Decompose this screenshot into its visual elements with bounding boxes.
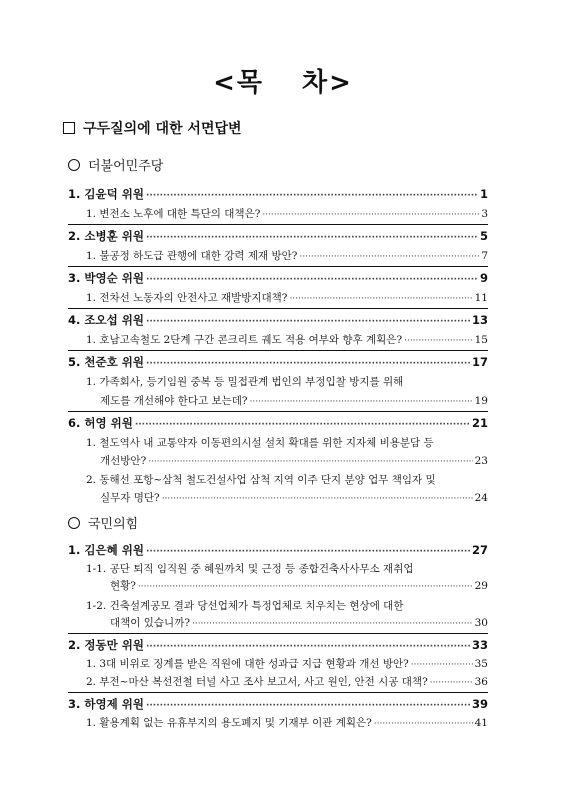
party-heading-1	[68, 155, 163, 174]
toc-question-entry[interactable]	[86, 332, 488, 347]
page-number: 17	[471, 355, 488, 369]
leader-dots	[262, 208, 479, 220]
leader-dots	[146, 697, 470, 711]
leader-dots	[411, 658, 473, 670]
leader-dots	[289, 292, 472, 304]
toc-question-entry[interactable]	[86, 290, 488, 305]
page-number: 24	[474, 492, 488, 504]
toc-question-entry[interactable]	[110, 615, 488, 630]
page-number: 41	[474, 717, 488, 729]
leader-dots	[146, 355, 470, 369]
page-number: 7	[481, 250, 488, 262]
page-number: 21	[471, 416, 488, 430]
question-text: 1. 가족회사, 등기임원 중복 등 밀접관계 법인의 부정입찰 방지를 위해	[86, 376, 404, 388]
page-title	[0, 62, 566, 99]
page-number: 30	[474, 617, 488, 629]
party-name: 더불어민주당	[88, 159, 164, 174]
circle-bullet-icon	[68, 159, 80, 171]
divider	[68, 266, 488, 267]
question-text: 1. 호남고속철도 2단계 구간 콘크리트 궤도 적용 여부와 향후 계획은?	[86, 334, 403, 346]
page-number: 11	[474, 292, 488, 304]
member-label: 1. 김은혜 위원	[68, 543, 144, 557]
leader-dots	[148, 455, 472, 467]
toc-member-entry[interactable]	[68, 542, 488, 558]
toc-question-entry[interactable]	[110, 578, 488, 593]
circle-bullet-icon	[68, 517, 80, 529]
question-text: 1-2. 건축설계공모 결과 당선업체가 특정업체로 치우치는 현상에 대한	[86, 600, 404, 612]
party-heading-2	[68, 513, 138, 532]
question-text: 2. 동해선 포항~삼척 철도건설사업 삼척 지역 이주 단지 분양 업무 책임자 및	[86, 474, 436, 486]
member-label: 4. 조오섭 위원	[68, 313, 144, 327]
toc-member-entry[interactable]	[68, 312, 488, 328]
toc-question-entry[interactable]	[100, 393, 488, 408]
member-label: 3. 박영순 위원	[68, 271, 144, 285]
toc-question-entry[interactable]	[86, 656, 488, 671]
member-label: 2. 소병훈 위원	[68, 229, 144, 243]
question-text: 1. 3대 비위로 징계를 받은 직원에 대한 성과급 지급 현황과 개선 방안?	[86, 658, 409, 670]
leader-dots	[374, 717, 473, 729]
title-part-1: <목	[213, 68, 264, 98]
member-label: 1. 김윤덕 위원	[68, 187, 144, 201]
toc-question-entry[interactable]	[100, 490, 488, 505]
divider	[68, 633, 488, 634]
leader-dots	[135, 416, 470, 430]
question-text: 실무자 명단?	[100, 492, 160, 504]
page-number: 39	[471, 697, 488, 711]
question-text: 대책이 있습니까?	[110, 617, 190, 629]
page-number: 36	[474, 676, 488, 688]
page-number: 35	[474, 658, 488, 670]
section-heading	[63, 118, 242, 138]
leader-dots	[430, 676, 473, 688]
toc-member-entry[interactable]	[68, 186, 488, 202]
toc-member-entry[interactable]	[68, 228, 488, 244]
divider	[68, 411, 488, 412]
leader-dots	[138, 580, 473, 592]
divider	[68, 692, 488, 693]
toc-member-entry[interactable]	[68, 354, 488, 370]
page-number: 27	[471, 543, 488, 557]
toc-question-entry[interactable]	[86, 674, 488, 689]
divider	[68, 224, 488, 225]
divider	[68, 350, 488, 351]
toc-member-entry[interactable]	[68, 637, 488, 653]
question-text: 1. 활용계획 없는 유휴부지의 용도폐지 및 기재부 이관 계획은?	[86, 717, 372, 729]
leader-dots	[162, 492, 473, 504]
leader-dots	[146, 313, 470, 327]
title-part-2: 차>	[302, 68, 353, 98]
question-text: 1. 철도역사 내 교통약자 이동편의시설 설치 확대를 위한 지자체 비용분담 등	[86, 437, 434, 449]
leader-dots	[146, 543, 470, 557]
member-label: 2. 정동만 위원	[68, 638, 144, 652]
party-name: 국민의힘	[88, 517, 139, 532]
member-label: 3. 하영제 위원	[68, 697, 144, 711]
leader-dots	[299, 250, 479, 262]
toc-member-entry[interactable]	[68, 696, 488, 712]
toc-question-entry[interactable]	[86, 206, 488, 221]
leader-dots	[146, 229, 478, 243]
page-number: 1	[479, 187, 488, 201]
leader-dots	[146, 271, 478, 285]
page-number: 33	[471, 638, 488, 652]
question-text: 1. 변전소 노후에 대한 특단의 대책은?	[86, 208, 261, 220]
question-text: 1. 전차선 노동자의 안전사고 재발방지대책?	[86, 292, 288, 304]
page-number: 23	[474, 455, 488, 467]
page-number: 5	[479, 229, 488, 243]
divider	[68, 308, 488, 309]
toc-member-entry[interactable]	[68, 415, 488, 431]
member-label: 5. 천준호 위원	[68, 355, 144, 369]
member-label: 6. 허영 위원	[68, 416, 133, 430]
leader-dots	[146, 187, 478, 201]
leader-dots	[146, 638, 470, 652]
toc-question-entry[interactable]	[86, 248, 488, 263]
question-text: 1-1. 공단 퇴직 임직원 중 혜원까치 및 근정 등 종합건축사사무소 재취업	[86, 563, 414, 575]
question-text: 1. 불공정 하도급 관행에 대한 강력 제재 방안?	[86, 250, 298, 262]
page-number: 9	[479, 271, 488, 285]
page-number: 15	[474, 334, 488, 346]
page-number: 13	[471, 313, 488, 327]
section-title: 구두질의에 대한 서면답변	[83, 121, 242, 137]
question-text: 현황?	[110, 580, 136, 592]
toc-question-entry[interactable]	[86, 715, 488, 730]
page-number: 3	[481, 208, 488, 220]
toc-member-entry[interactable]	[68, 270, 488, 286]
leader-dots	[404, 334, 473, 346]
leader-dots	[192, 617, 473, 629]
page-number: 19	[474, 395, 488, 407]
page-number: 29	[474, 580, 488, 592]
question-text: 개선방안?	[100, 455, 147, 467]
square-bullet-icon	[63, 122, 75, 134]
toc-question-entry[interactable]	[100, 453, 488, 468]
question-text: 제도를 개선해야 한다고 보는데?	[100, 395, 248, 407]
leader-dots	[250, 395, 473, 407]
question-text: 2. 부전~마산 복선전철 터널 사고 조사 보고서, 사고 원인, 안전 시공 대책?	[86, 676, 428, 688]
